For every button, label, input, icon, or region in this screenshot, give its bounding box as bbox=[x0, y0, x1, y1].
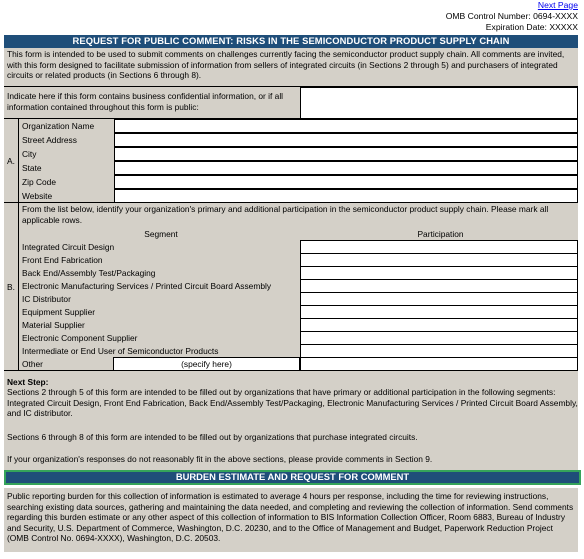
participation-other[interactable] bbox=[300, 357, 578, 371]
next-step-paragraph-3: If your organization's responses do not reasonably fit in the above sections, please provide comments in Section 9. bbox=[7, 454, 433, 464]
participation-electronic-component-supplier[interactable] bbox=[300, 331, 578, 345]
city-label: City bbox=[22, 149, 37, 159]
next-step-block bbox=[4, 370, 578, 470]
section-b bbox=[4, 202, 578, 370]
segment-back-end-assembly: Back End/Assembly Test/Packaging bbox=[22, 268, 156, 278]
street-address-label: Street Address bbox=[22, 135, 77, 145]
website-input[interactable] bbox=[114, 189, 578, 203]
omb-control-number: OMB Control Number: 0694-XXXX bbox=[445, 11, 578, 21]
zip-code-input[interactable] bbox=[114, 175, 578, 189]
segment-end-user: Intermediate or End User of Semiconductor Products bbox=[22, 346, 219, 356]
next-page-link[interactable]: Next Page bbox=[537, 0, 578, 10]
participation-end-user[interactable] bbox=[300, 344, 578, 358]
city-input[interactable] bbox=[114, 147, 578, 161]
street-address-input[interactable] bbox=[114, 133, 578, 147]
participation-material-supplier[interactable] bbox=[300, 318, 578, 332]
segment-equipment-supplier: Equipment Supplier bbox=[22, 307, 96, 317]
expiration-date: Expiration Date: XXXXX bbox=[485, 22, 578, 32]
org-name-input[interactable] bbox=[114, 119, 578, 133]
other-specify-input[interactable]: (specify here) bbox=[113, 357, 300, 371]
segment-front-end-fabrication: Front End Fabrication bbox=[22, 255, 103, 265]
segment-other-label: Other bbox=[22, 359, 43, 369]
section-b-instructions: From the list below, identify your organization's primary and additional participation in the semiconductor product supply chain. Please mark all applicable rows. bbox=[22, 204, 549, 225]
participation-back-end-assembly[interactable] bbox=[300, 266, 578, 280]
segment-electronic-component-supplier: Electronic Component Supplier bbox=[22, 333, 138, 343]
intro-text: This form is intended to be used to submit comments on challenges currently facing the semiconductor product supply chain. All comments are invited, with this form designed to facilitate submission of information from sellers of integrated circuits (in Sections 2 through 5) and purchasers of integrated circuits or related products (in Sections 6 through 8). bbox=[4, 48, 578, 86]
state-input[interactable] bbox=[114, 161, 578, 175]
section-a bbox=[4, 118, 578, 202]
participation-equipment-supplier[interactable] bbox=[300, 305, 578, 319]
participation-front-end-fabrication[interactable] bbox=[300, 253, 578, 267]
website-label: Website bbox=[22, 191, 53, 201]
section-b-letter: B. bbox=[4, 203, 19, 371]
segment-ems-pcba: Electronic Manufacturing Services / Printed Circuit Board Assembly bbox=[22, 281, 272, 291]
segment-material-supplier: Material Supplier bbox=[22, 320, 85, 330]
participation-ic-design[interactable] bbox=[300, 240, 578, 254]
segment-ic-design: Integrated Circuit Design bbox=[22, 242, 115, 252]
segment-column-header: Segment bbox=[144, 229, 178, 239]
zip-code-label: Zip Code bbox=[22, 177, 56, 187]
next-step-paragraph-2: Sections 6 through 8 of this form are intended to be filled out by organizations that purchase integrated circuits. bbox=[7, 432, 418, 442]
state-label: State bbox=[22, 163, 42, 173]
confidential-label: Indicate here if this form contains business confidential information, or if all information contained throughout this form is public: bbox=[7, 91, 284, 112]
participation-ic-distributor[interactable] bbox=[300, 292, 578, 306]
confidential-block bbox=[4, 86, 578, 118]
next-step-paragraph-1: Sections 2 through 5 of this form are intended to be filled out by organizations that have primary or additional participation in the following segments: Integrated Circuit Design, Front End Fabrication, Back End/Assembly Test/Packaging, Electronic Manufacturing Services / Printed Circuit Board Assembly, and IC distributor. bbox=[7, 387, 578, 418]
next-step-heading: Next Step: bbox=[7, 377, 49, 387]
burden-text: Public reporting burden for this collection of information is estimated to average 4 hours per response, including the time for reviewing instructions, searching existing data sources, gathering and maintaining the data needed, and completing and reviewing the collection of information. Send comments regarding this burden estimate or any other aspect of this collection of information to BIS Information Collection Officer, Room 6883, Bureau of Industry and Security, U.S. Department of Commerce, Washington, D.C. 20230, and to the Office of Management and Budget, Paperwork Reduction Project (OMB Control No. 0694-XXXX), Washington, D.C. 20503. bbox=[4, 488, 578, 552]
segment-ic-distributor: IC Distributor bbox=[22, 294, 71, 304]
confidential-input[interactable] bbox=[300, 87, 578, 119]
burden-title-bar: BURDEN ESTIMATE AND REQUEST FOR COMMENT bbox=[4, 470, 581, 485]
org-name-label: Organization Name bbox=[22, 121, 95, 131]
form-title-bar: REQUEST FOR PUBLIC COMMENT: RISKS IN THE SEMICONDUCTOR PRODUCT SUPPLY CHAIN bbox=[4, 35, 578, 48]
participation-ems-pcba[interactable] bbox=[300, 279, 578, 293]
section-a-letter: A. bbox=[4, 119, 19, 203]
participation-column-header: Participation bbox=[417, 229, 464, 239]
